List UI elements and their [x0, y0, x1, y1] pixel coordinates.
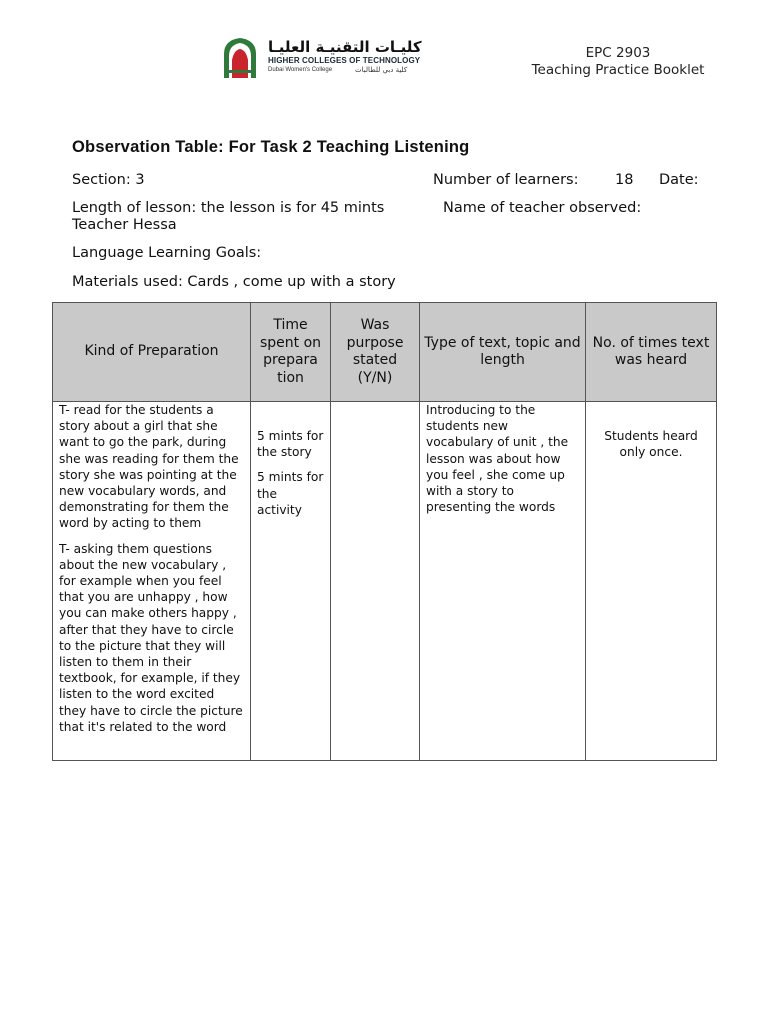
logo-emblem-icon: [224, 38, 256, 78]
logo-college-name: Dubai Women's College: [268, 67, 333, 73]
observation-table: [52, 302, 717, 761]
header-purpose-stated: Was purpose stated (Y/N): [331, 303, 420, 402]
time-activity: 5 mints for the activity: [257, 470, 324, 517]
course-code: EPC 2903: [585, 45, 651, 61]
lesson-length-field: Length of lesson: the lesson is for 45 mints: [72, 200, 385, 216]
times-heard-value: Students heard only once.: [604, 429, 698, 460]
header-kind-of-preparation: Kind of Preparation: [53, 303, 251, 402]
cell-text-type: [420, 402, 586, 761]
page-title: Observation Table: For Task 2 Teaching Listening: [72, 138, 470, 156]
text-type-description: Introducing to the students new vocabulary of unit , the lesson was about how you feel , she come up with a story to presenting the words: [426, 403, 569, 515]
logo-arabic-name: كليـات التقنيـة العليـا: [268, 38, 422, 56]
section-field: Section: 3: [72, 172, 145, 188]
logo-english-name: HIGHER COLLEGES OF TECHNOLOGY: [268, 56, 421, 65]
cell-purpose-stated: [331, 402, 420, 761]
teacher-observed-label: Name of teacher observed:: [443, 200, 642, 216]
preparation-step-2: T- asking them questions about the new vocabulary , for example when you feel that you are unhappy , how you can make others happy , after that they have to circle to the picture that they will listen to them in their textbook, for example, if they listen to the word excited they have to circle the picture that it's related to the word: [59, 541, 243, 734]
header-text-type: Type of text, topic and length: [420, 303, 586, 402]
teacher-name: Teacher Hessa: [72, 217, 177, 233]
materials-field: Materials used: Cards , come up with a story: [72, 274, 396, 290]
preparation-step-1: T- read for the students a story about a girl that she want to go the park, during she was reading for them the story she was pointing at the new vocabulary words, and demonstrating for them the word by acting to them: [59, 403, 239, 531]
language-goals-field: Language Learning Goals:: [72, 245, 262, 261]
logo-college-name-arabic: كلية دبي للطالبات: [355, 66, 408, 74]
cell-times-heard: [586, 402, 717, 761]
time-story: 5 mints for the story: [257, 429, 324, 460]
date-label: Date:: [659, 172, 699, 188]
learners-label: Number of learners:: [433, 172, 579, 188]
learners-count: 18: [615, 172, 634, 188]
booklet-title: Teaching Practice Booklet: [531, 62, 705, 78]
header-times-heard: No. of times text was heard: [586, 303, 717, 402]
table-header-row: [53, 303, 717, 402]
header-time-spent: Time spent on prepara tion: [251, 303, 331, 402]
cell-preparation: [53, 402, 251, 761]
cell-time-spent: [251, 402, 331, 761]
table-row: [53, 402, 717, 761]
